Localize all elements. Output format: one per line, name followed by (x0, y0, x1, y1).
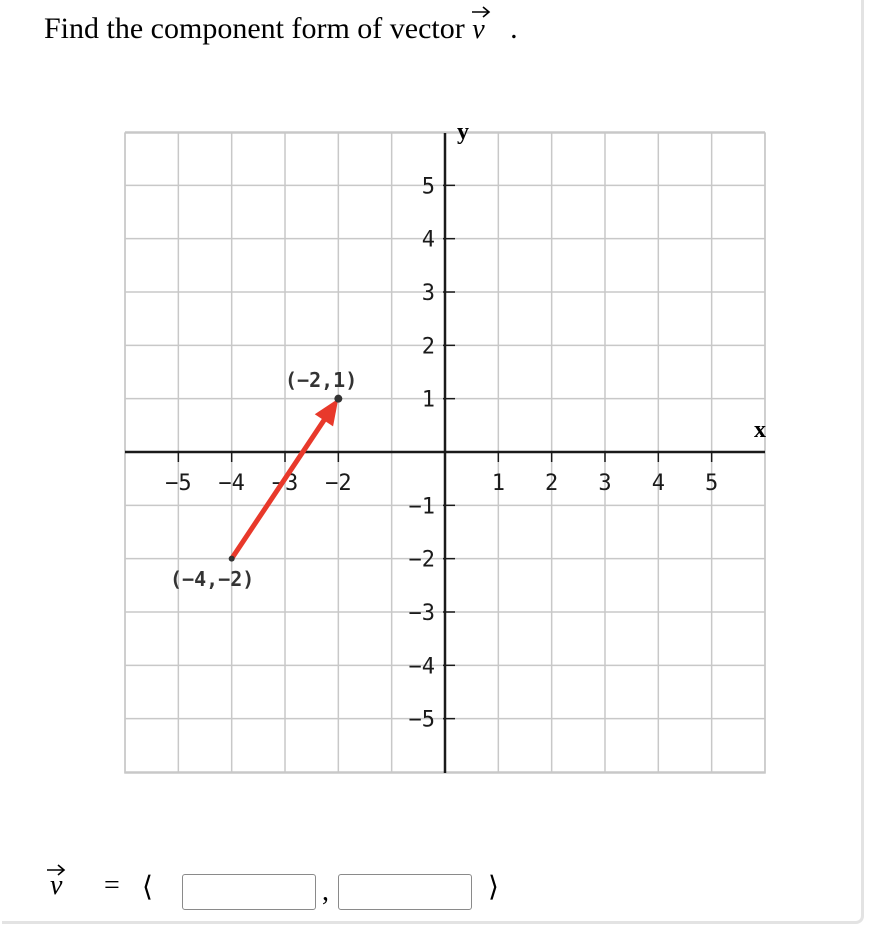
y-tick-label: −4 (408, 654, 435, 680)
y-tick-label: 1 (421, 387, 435, 413)
x-tick-label: −5 (165, 471, 192, 496)
x-tick-label: −4 (218, 471, 245, 496)
x-tick-label: 3 (598, 471, 612, 496)
x-tick-label: 2 (545, 471, 559, 496)
answer-row (44, 868, 544, 912)
question-text: Find the component form of vector (44, 12, 465, 45)
x-tick-label: −2 (325, 471, 352, 496)
vector-arrow-icon (46, 864, 66, 876)
x-tick-label: 4 (651, 471, 665, 496)
y-tick-label: −3 (408, 600, 435, 626)
vector-end-label: (−2,1) (285, 368, 358, 392)
y-axis-label: y (457, 119, 469, 145)
x-axis-label: x (754, 417, 766, 443)
y-component-input[interactable] (338, 874, 472, 910)
y-tick-label: 5 (421, 174, 435, 200)
y-tick-label: −5 (408, 707, 435, 733)
vector-start-point (229, 556, 235, 562)
x-component-input[interactable] (182, 874, 316, 910)
x-tick-label: 1 (491, 471, 505, 496)
y-tick-label: −1 (408, 494, 435, 520)
answer-vector-name: v (50, 870, 63, 901)
y-tick-label: 3 (421, 281, 435, 307)
close-angle-bracket: ⟩ (488, 872, 499, 903)
question-end-punct: . (510, 12, 518, 45)
x-tick-label: 5 (705, 471, 719, 496)
equals-sign: = (104, 870, 120, 901)
y-tick-label: −2 (408, 547, 435, 573)
y-tick-label: 4 (421, 227, 435, 253)
open-angle-bracket: ⟨ (142, 872, 153, 903)
answer-vector-symbol (50, 870, 62, 902)
comma-separator: , (322, 876, 329, 907)
y-tick-label: 2 (421, 334, 435, 360)
x-tick-label: −3 (271, 471, 299, 496)
question-vector-name: v (472, 14, 485, 45)
vector-start-label: (−4,−2) (170, 567, 255, 591)
vector-end-point (334, 395, 342, 403)
